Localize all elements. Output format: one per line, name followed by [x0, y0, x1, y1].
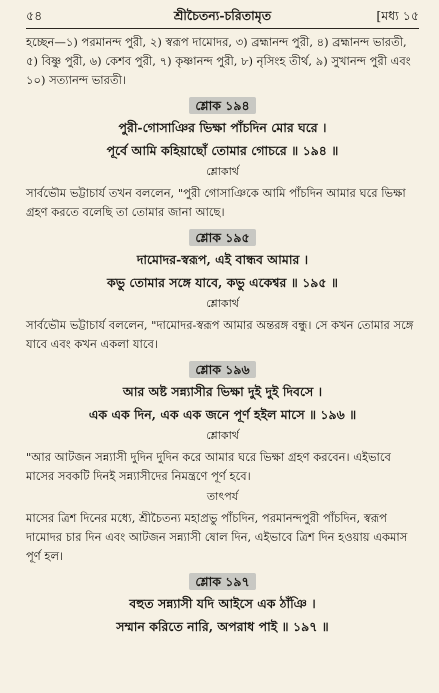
- verse-line: কভু তোমার সঙ্গে যাবে, কভু একেশ্বর ॥ ১৯৫ ॥: [107, 275, 338, 290]
- translation-label: শ্লোকার্থ: [206, 165, 239, 178]
- translation-text: সার্বভৌম ভট্টাচার্য তখন বললেন, "পুরী গোসাঞিকে আমি পাঁচদিন আমার ঘরে ভিক্ষা গ্রহণ করতে বলেছি তা তোমার জানা আছে।: [26, 186, 406, 219]
- purport-label: তাৎপর্য: [206, 490, 239, 503]
- verse-line: আর অষ্ট সন্ন্যাসীর ভিক্ষা দুই দুই দিবসে ।: [122, 384, 323, 399]
- verse-heading: [26, 361, 419, 379]
- translation-label: শ্লোকার্থ: [206, 297, 239, 310]
- book-title: শ্রীচৈতন্য-চরিতামৃত: [173, 8, 272, 23]
- intro-paragraph: হচ্ছেন—১) পরমানন্দ পুরী, ২) স্বরূপ দামোদর, ৩) ব্রহ্মানন্দ পুরী, ৪) ব্রহ্মানন্দ ভারতী, ৫) বিষ্ণু পুরী, ৬) কেশব পুরী, ৭) কৃষ্ণানন্দ পুরী, ৮) নৃসিংহ তীর্থ, ৯) সুখানন্দ পুরী এবং ১০) সত্যানন্দ ভারতী।: [26, 35, 411, 87]
- translation-text: "আর আটজন সন্ন্যাসী দুদিন দুদিন করে আমার ঘরে ভিক্ষা গ্রহণ করবেন। এইভাবে মাসের সবকটি দিনই সন্ন্যাসীদের নিমন্ত্রণে পূর্ণ হবে।: [26, 450, 391, 483]
- book-page: [0, 6, 439, 693]
- verse-heading-label: শ্লোক ১৯৬: [189, 361, 255, 378]
- verse-line: বহুত সন্ন্যাসী যদি আইসে এক ঠাঁঞি ।: [129, 596, 316, 611]
- page-header: [26, 6, 419, 29]
- page-number: ৫৪: [26, 8, 43, 23]
- verse-line: পূর্বে আমি কহিয়াছোঁ তোমার গোচরে ॥ ১৯৪ ॥: [106, 143, 339, 158]
- verse-line: এক এক দিন, এক এক জনে পূর্ণ হইল মাসে ॥ ১৯৬ ॥: [88, 407, 357, 422]
- verse-line: সম্মান করিতে নারি, অপরাধ পাই ॥ ১৯৭ ॥: [116, 619, 329, 634]
- verse-heading: [26, 573, 419, 591]
- verse-heading-label: শ্লোক ১৯৭: [189, 573, 255, 590]
- verse-heading: [26, 229, 419, 247]
- verse-heading-label: শ্লোক ১৯৪: [189, 97, 255, 114]
- section-label: [মধ্য ১৫: [376, 8, 419, 23]
- verse-heading-label: শ্লোক ১৯৫: [189, 229, 255, 246]
- verse-line: দামোদর-স্বরূপ, এই বান্ধব আমার ।: [136, 252, 309, 267]
- verse-line: পুরী-গোসাঞির ভিক্ষা পাঁচদিন মোর ঘরে ।: [118, 120, 327, 135]
- verse-heading: [26, 97, 419, 115]
- translation-label: শ্লোকার্থ: [206, 429, 239, 442]
- translation-text: সার্বভৌম ভট্টাচার্য বললেন, "দামোদর-স্বরূপ আমার অন্তরঙ্গ বন্ধু। সে কখন তোমার সঙ্গে যাবে এবং কখন একলা যাবে।: [26, 318, 414, 351]
- purport-text: মাসের ত্রিশ দিনের মধ্যে, শ্রীচৈতন্য মহাপ্রভু পাঁচদিন, পরমানন্দপুরী পাঁচদিন, স্বরূপ দামোদর চার দিন এবং আটজন সন্ন্যাসী ষোল দিন, এইভাবে ত্রিশ দিন হওয়ায় একমাস পূর্ণ হল।: [26, 511, 408, 563]
